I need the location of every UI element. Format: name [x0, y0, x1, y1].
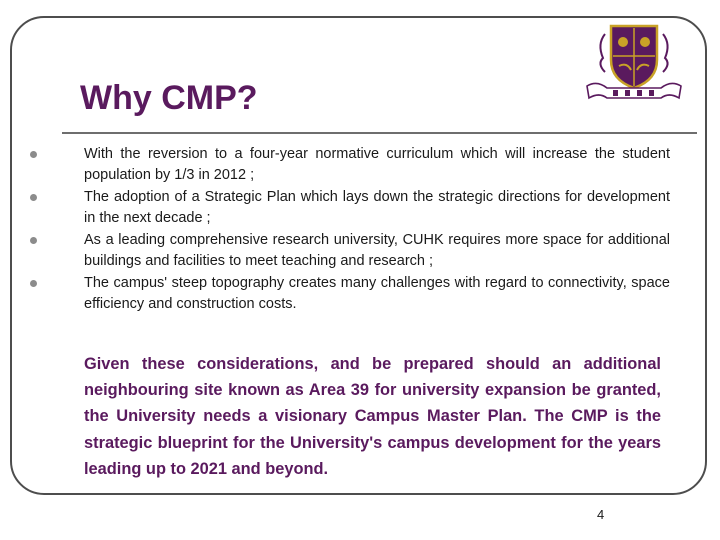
bullet-item: [30, 144, 670, 185]
bullet-dot-icon: [30, 194, 37, 201]
bullet-list: [30, 144, 670, 316]
cuhk-crest-icon: [583, 20, 685, 102]
title-divider: [62, 132, 697, 134]
bullet-dot-icon: [30, 237, 37, 244]
bullet-item: [30, 187, 670, 228]
bullet-text: The adoption of a Strategic Plan which lays down the strategic directions for development in the next decade ;: [84, 189, 670, 226]
bullet-item: [30, 230, 670, 271]
slide-title: Why CMP?: [80, 79, 258, 117]
bullet-text: The campus' steep topography creates many challenges with regard to connectivity, space efficiency and construction costs.: [84, 275, 670, 312]
summary-paragraph: Given these considerations, and be prepared should an additional neighbouring site known as Area 39 for university expansion be granted, the University needs a visionary Campus Master Plan. The CMP is the strategic blueprint for the University's campus development for the years leading up to 2021 and beyond.: [84, 355, 661, 478]
page-number: 4: [597, 507, 605, 522]
bullet-dot-icon: [30, 151, 37, 158]
bullet-text: As a leading comprehensive research university, CUHK requires more space for additional buildings and facilities to meet teaching and research ;: [84, 232, 670, 269]
bullet-item: [30, 273, 670, 314]
bullet-text: With the reversion to a four-year normative curriculum which will increase the student population by 1/3 in 2012 ;: [84, 146, 670, 183]
bullet-dot-icon: [30, 280, 37, 287]
